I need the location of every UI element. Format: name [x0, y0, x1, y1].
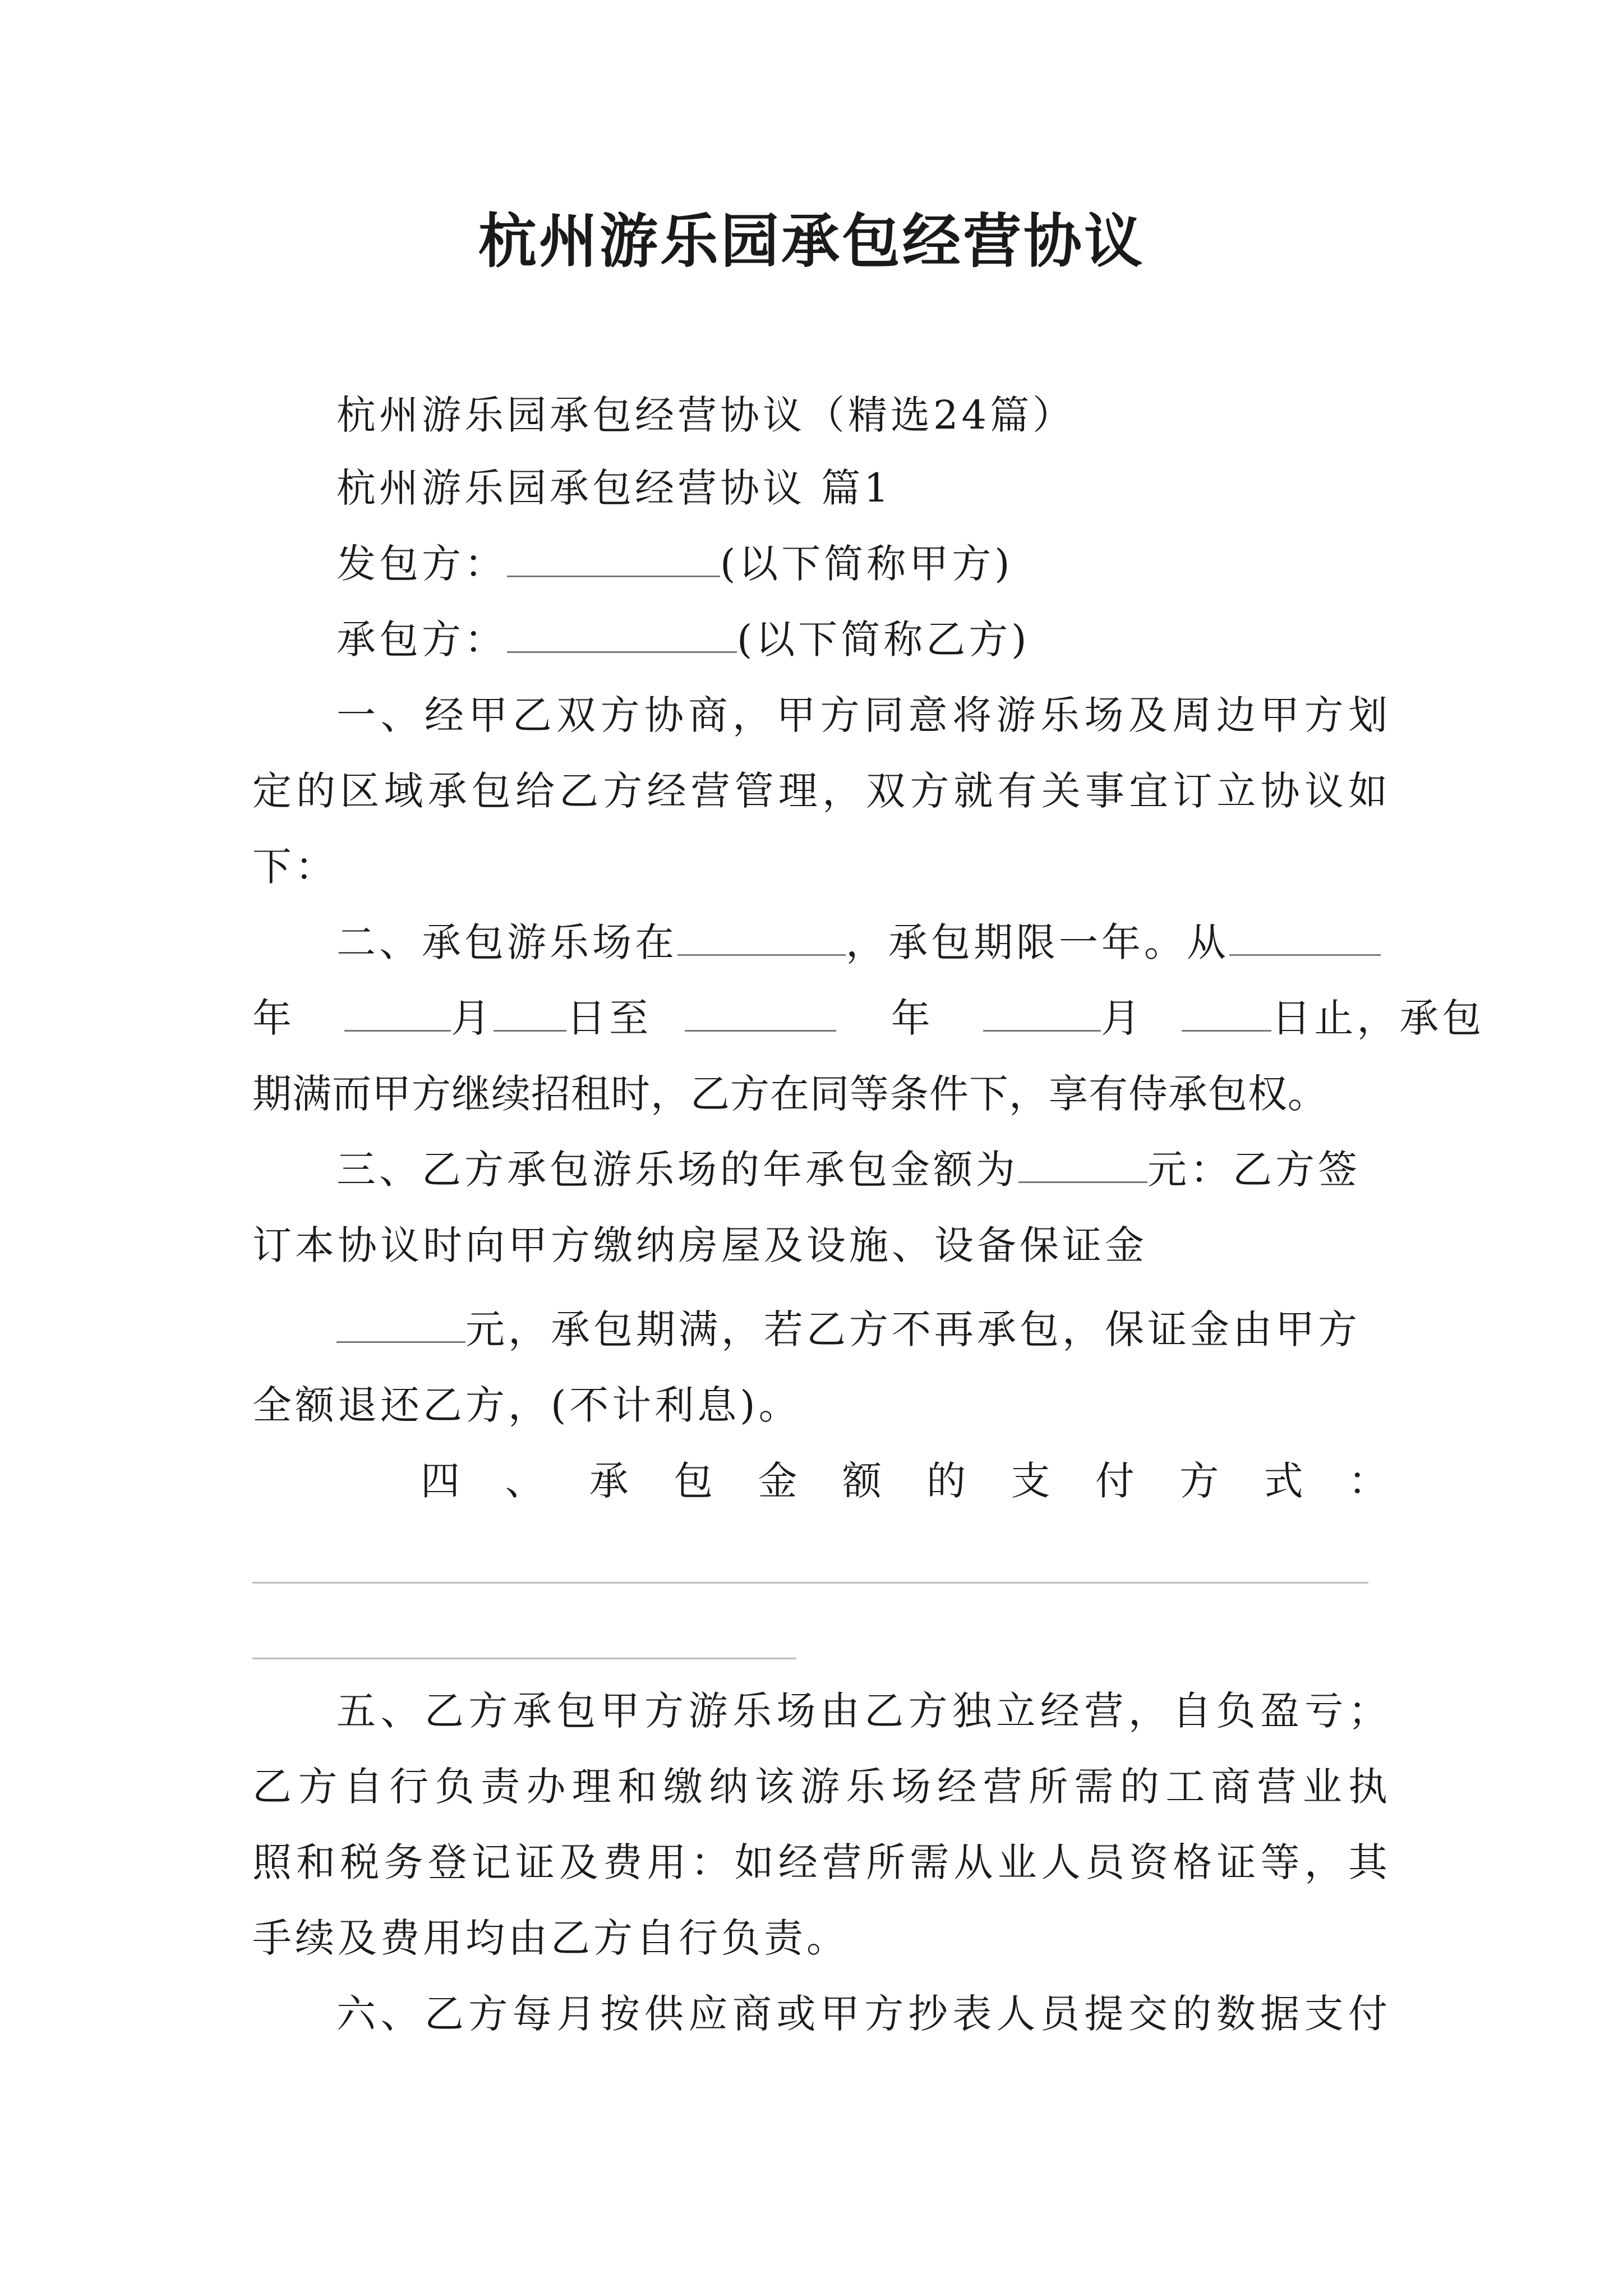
month-label: 月 — [451, 995, 494, 1041]
clause-1-line-1: 一、经甲乙双方协商，甲方同意将游乐场及周边甲方划 — [336, 692, 1391, 738]
party-a-suffix: (以下简称甲方) — [720, 541, 1013, 587]
clause-2-line-3: 期满而甲方继续招租时，乙方在同等条件下，享有侍承包权。 — [252, 1071, 1327, 1117]
party-a-blank — [507, 536, 720, 577]
party-a-label: 发包方： — [336, 541, 507, 587]
day-end-label: 日止，承包 — [1271, 995, 1485, 1041]
clause-2-line-2 — [252, 990, 1485, 1046]
deposit-blank — [336, 1302, 465, 1343]
clause-4-heading: 四、承包金额的支付方式： — [421, 1458, 1391, 1504]
clause-2-text-a: 二、承包游乐场在 — [336, 919, 677, 965]
year-label-2: 年 — [891, 995, 934, 1041]
clause-3-line-2: 订本协议时向甲方缴纳房屋及设施、设备保证金 — [252, 1222, 1147, 1268]
clause-6-line-1: 六、乙方每月按供应商或甲方抄表人员提交的数据支付 — [336, 1991, 1391, 2037]
clause-3-line-3 — [336, 1301, 1391, 1358]
start-year-blank — [1229, 915, 1381, 956]
party-b-suffix: (以下简称乙方) — [737, 616, 1030, 662]
payment-method-blank-line-2 — [252, 1658, 796, 1659]
clause-5-line-1: 五、乙方承包甲方游乐场由乙方独立经营，自负盈亏； — [336, 1688, 1391, 1734]
end-month-blank — [983, 991, 1101, 1032]
clause-3-line-1 — [336, 1142, 1391, 1198]
party-b-line — [336, 611, 1391, 668]
document-title: 杭州游乐园承包经营协议 — [478, 206, 1145, 275]
end-day-blank — [1182, 991, 1271, 1032]
subtitle: 杭州游乐园承包经营协议（精选24篇） — [336, 392, 1076, 438]
clause-1-line-3: 下： — [252, 844, 338, 890]
day-to-label: 日至 — [566, 995, 652, 1041]
month-label-2: 月 — [1101, 995, 1144, 1041]
start-day-blank — [494, 991, 566, 1032]
clause-5-line-4: 手续及费用均由乙方自行负责。 — [252, 1915, 849, 1961]
end-year-blank — [685, 991, 836, 1032]
payment-method-blank-line-1 — [252, 1582, 1368, 1584]
clause-1-line-2: 定的区域承包给乙方经营管理，双方就有关事宜订立协议如 — [252, 768, 1391, 814]
party-b-blank — [507, 612, 737, 653]
year-label: 年 — [252, 995, 295, 1041]
clause-5-line-2: 乙方自行负责办理和缴纳该游乐场经营所需的工商营业执 — [252, 1764, 1391, 1810]
party-b-label: 承包方： — [336, 616, 507, 662]
clause-3-text-b: 元：乙方签 — [1147, 1147, 1361, 1193]
party-a-line — [336, 536, 1391, 592]
clause-2-line-1 — [336, 914, 1391, 970]
clause-3-line-4: 全额退还乙方，(不计利息)。 — [252, 1382, 801, 1428]
start-month-blank — [344, 991, 451, 1032]
chapter-heading: 杭州游乐园承包经营协议 篇1 — [336, 465, 892, 511]
annual-amount-blank — [1018, 1142, 1147, 1183]
location-blank — [677, 915, 846, 956]
clause-2-text-b: ，承包期限一年。从 — [846, 919, 1229, 965]
clause-3-text-a: 三、乙方承包游乐场的年承包金额为 — [336, 1147, 1018, 1193]
clause-3-text-c: 元，承包期满，若乙方不再承包，保证金由甲方 — [465, 1306, 1361, 1352]
clause-5-line-3: 照和税务登记证及费用：如经营所需从业人员资格证等，其 — [252, 1839, 1391, 1885]
